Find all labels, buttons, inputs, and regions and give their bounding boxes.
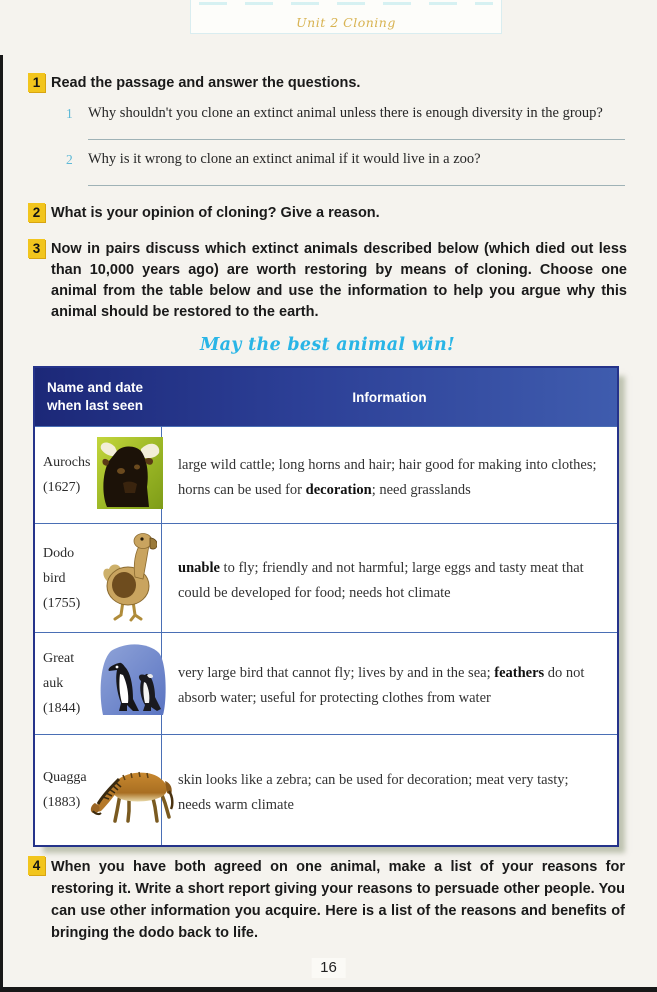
question-text: Why shouldn't you clone an extinct animal unless there is enough diversity in the group? (88, 105, 603, 121)
question-1 (66, 103, 627, 124)
animal-info-cell: large wild cattle; long horns and hair; hair good for making into clothes; horns can be used for decoration; need grasslands (178, 456, 597, 498)
question-number: 2 (66, 152, 73, 167)
animal-name: Quagga (43, 770, 87, 785)
page-edge-bottom (0, 987, 657, 992)
unit-title: Unit 2 Cloning (296, 15, 396, 30)
animal-date: (1627) (43, 480, 81, 495)
animal-date: (1755) (43, 595, 81, 611)
animal-info-cell: skin looks like a zebra; can be used for decoration; meat very tasty; needs warm climate (178, 771, 569, 813)
answer-line-1 (88, 124, 625, 140)
aurochs-image (97, 437, 163, 514)
animal-name-cell (35, 427, 162, 523)
exercise-2 (28, 203, 627, 224)
column-header-information: Information (352, 389, 427, 405)
animal-date: (1883) (43, 795, 81, 810)
question-2 (66, 149, 627, 170)
banner-text: May the best animal win! (199, 335, 456, 355)
column-header-name-date: Name and date when last seen (47, 380, 144, 413)
table-row (35, 734, 617, 845)
exercise-number-badge: 1 (28, 73, 45, 92)
exercise-2-instruction: What is your opinion of cloning? Give a reason. (51, 205, 380, 221)
exercise-1-instruction: Read the passage and answer the questions. (51, 75, 361, 91)
exercise-number-badge: 2 (28, 203, 45, 222)
table-row (35, 632, 617, 734)
animal-name-date (43, 646, 97, 721)
animal-name: Aurochs (43, 455, 91, 470)
question-text: Why is it wrong to clone an extinct animal if it would live in a zoo? (88, 151, 481, 167)
animal-name: Dodo bird (43, 545, 75, 586)
page-number: 16 (311, 958, 346, 978)
exercise-4-instruction: When you have both agreed on one animal, make a list of your reasons for restoring it. Write a short report giving your reasons to persuade other people. You can use other information you acquire. Here is a list of the reasons and benefits of bringing the dodo back to life. (51, 859, 625, 941)
table-row (35, 523, 617, 632)
dodo-image (97, 529, 157, 628)
exercise-3 (28, 239, 627, 323)
animal-info-cell: very large bird that cannot fly; lives by and in the sea; feathers do not absorb water; useful for protecting clothes from water (178, 665, 585, 706)
animal-name-date (43, 450, 97, 500)
exercise-3-instruction: Now in pairs discuss which extinct animals described below (which died out less than 10,000 years ago) are worth restoring by means of cloning. Choose one animal from the table below and use the information to help you argue why this animal should be restored to the earth. (51, 241, 627, 320)
animal-name-cell (35, 524, 162, 632)
exercise-number-badge: 4 (28, 856, 45, 875)
extinct-animals-table (33, 366, 619, 847)
animal-info-cell: unable to fly; friendly and not harmful; large eggs and tasty meat that could be developed for food; needs hot climate (178, 559, 584, 601)
answer-line-2 (88, 170, 625, 186)
animal-name-date (43, 541, 97, 616)
table-row (35, 426, 617, 523)
question-number: 1 (66, 106, 73, 121)
exercise-number-badge: 3 (28, 239, 45, 258)
table-header-row (35, 368, 617, 426)
great-auk-image (97, 641, 169, 726)
animal-name-cell (35, 633, 162, 734)
exercise-4 (28, 856, 625, 944)
animal-name: Great auk (43, 651, 75, 691)
animal-name-cell (35, 735, 162, 845)
animal-date: (1844) (43, 701, 81, 716)
exercise-1 (28, 73, 627, 94)
